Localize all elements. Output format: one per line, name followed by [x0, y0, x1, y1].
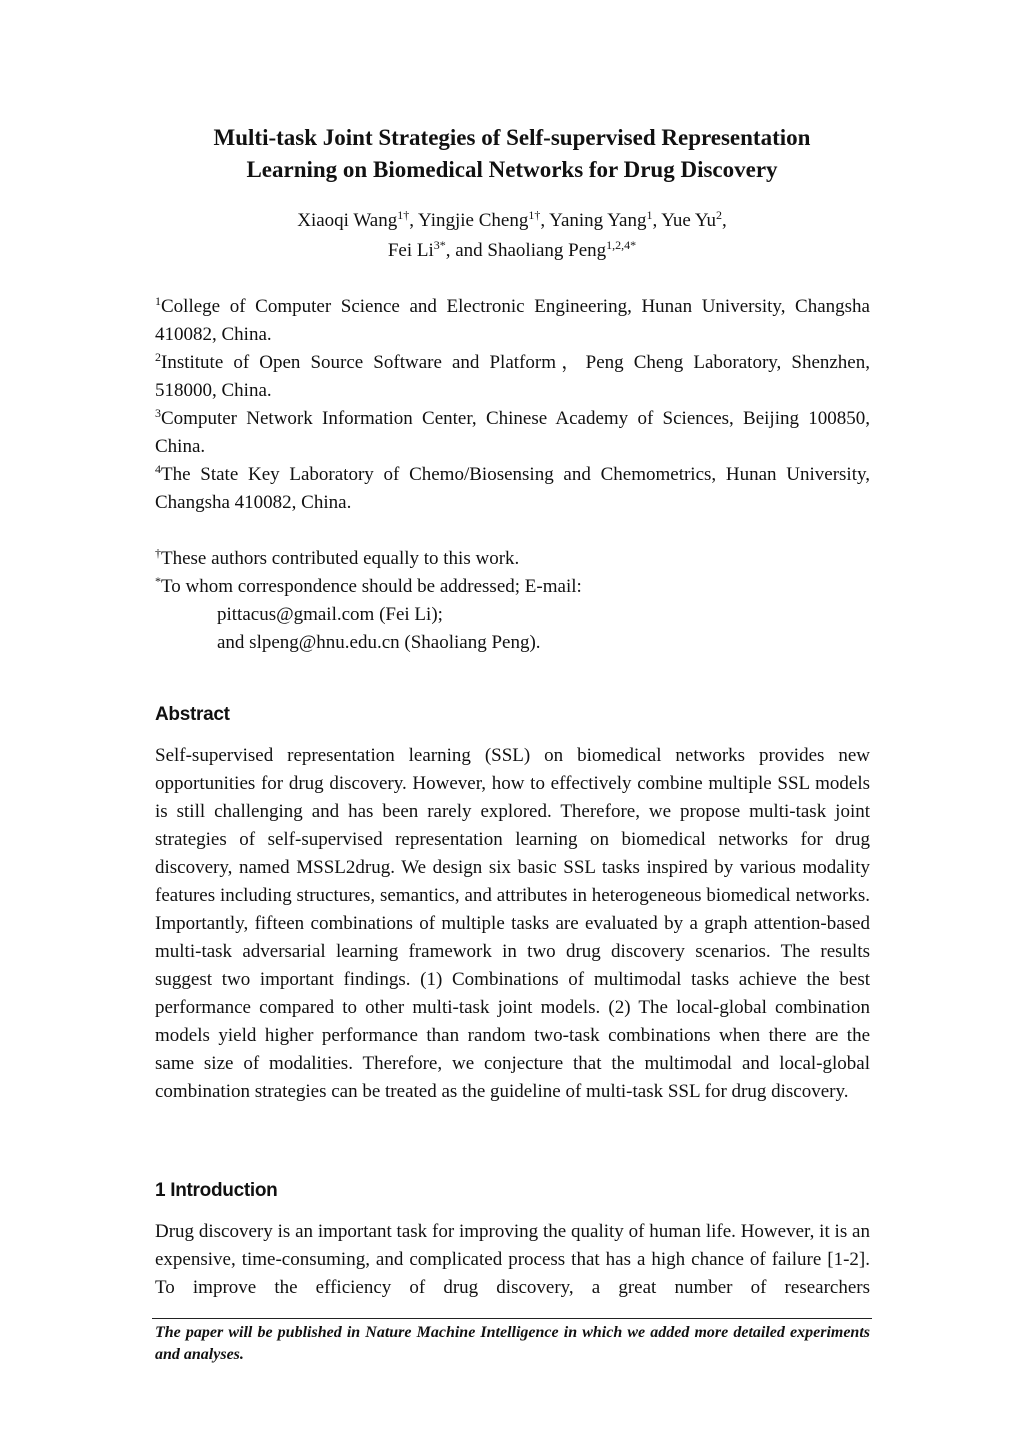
affiliation-marker: 3	[155, 406, 161, 420]
paper-title	[0, 122, 1024, 186]
abstract-text: Self-supervised representation learning (SSL) on biomedical networks provides new opportunities for drug discovery. However, how to effectively combine multiple SSL models is still challenging and has been rarely explored. Therefore, we propose multi-task joint strategies of self-supervised representation learning on biomedical networks for drug discovery, named MSSL2drug. We design six basic SSL tasks inspired by various modality features including structures, semantics, and attributes in heterogeneous biomedical networks. Importantly, fifteen combinations of multiple tasks are evaluated by a graph attention-based multi-task adversarial learning framework in two drug discovery scenarios. The results suggest two important findings. (1) Combinations of multimodal tasks achieve the best performance compared to other multi-task joint models. (2) The local-global combination models yield higher performance than random two-task combinations when there are the same size of modalities. Therefore, we conjecture that the multimodal and local-global combination strategies can be treated as the guideline of multi-task SSL for drug discovery.	[155, 745, 870, 1102]
asterisk-marker: *	[155, 574, 161, 588]
author-affiliation-marker: 3*	[433, 238, 446, 252]
correspondence-text: To whom correspondence should be addressed; E-mail:	[161, 576, 582, 597]
author-separator: ,	[409, 210, 419, 231]
affiliations	[155, 293, 870, 517]
affiliation-marker: 1	[155, 294, 161, 308]
footnote-divider	[152, 1318, 872, 1319]
abstract-heading: Abstract	[155, 704, 230, 725]
dagger-marker: †	[155, 546, 161, 560]
author-line-2	[0, 236, 1024, 266]
title-line-1: Multi-task Joint Strategies of Self-supervised Representation	[213, 125, 811, 150]
email-line-2: and slpeng@hnu.edu.cn (Shaoliang Peng).	[217, 632, 541, 653]
author-name: Yue Yu	[661, 210, 716, 231]
author-notes	[155, 545, 870, 657]
email-line-1: pittacus@gmail.com (Fei Li);	[217, 604, 443, 625]
author-affiliation-marker: 1†	[397, 208, 410, 222]
affiliation-text: College of Computer Science and Electronic Engineering, Hunan University, Changsha 410082, China.	[155, 296, 870, 345]
affiliation-text: Computer Network Information Center, Chinese Academy of Sciences, Beijing 100850, China.	[155, 408, 870, 457]
affiliation-item	[155, 405, 870, 461]
affiliation-marker: 2	[155, 350, 161, 364]
title-line-2: Learning on Biomedical Networks for Drug Discovery	[246, 157, 778, 182]
affiliation-item	[155, 349, 870, 405]
author-name: Yaning Yang	[549, 210, 647, 231]
abstract-body	[155, 742, 870, 1106]
author-name: Xiaoqi Wang	[297, 210, 398, 231]
author-separator: , and	[445, 240, 488, 261]
author-separator: ,	[721, 210, 727, 231]
affiliation-item	[155, 293, 870, 349]
author-separator: ,	[652, 210, 662, 231]
author-affiliation-marker: 2	[715, 208, 722, 222]
equal-contribution-note	[155, 545, 870, 573]
publication-footnote: The paper will be published in Nature Machine Intelligence in which we added more detailed experiments and analyses.	[155, 1324, 870, 1363]
author-name: Shaoliang Peng	[487, 240, 607, 261]
author-affiliation-marker: 1	[646, 208, 653, 222]
affiliation-item	[155, 461, 870, 517]
affiliation-text: Institute of Open Source Software and Platform，Peng Cheng Laboratory, Shenzhen, 518000, China.	[155, 352, 870, 401]
author-line-1	[0, 206, 1024, 236]
author-name: Fei Li	[387, 240, 434, 261]
author-list	[0, 206, 1024, 266]
affiliation-marker: 4	[155, 462, 161, 476]
author-affiliation-marker: 1†	[528, 208, 541, 222]
introduction-text: Drug discovery is an important task for improving the quality of human life. However, it is an expensive, time-consuming, and complicated process that has a high chance of failure [1-2]. To improve the efficiency of drug discovery, a great number of researchers	[155, 1221, 870, 1298]
author-separator: ,	[540, 210, 550, 231]
introduction-body	[155, 1218, 870, 1302]
introduction-heading: 1 Introduction	[155, 1180, 278, 1201]
correspondence-note	[155, 573, 870, 601]
author-affiliation-marker: 1,2,4*	[606, 238, 637, 252]
equal-contribution-text: These authors contributed equally to this work.	[161, 548, 520, 569]
affiliation-text: The State Key Laboratory of Chemo/Biosensing and Chemometrics, Hunan University, Changsha 410082, China.	[155, 464, 870, 513]
author-name: Yingjie Cheng	[418, 210, 529, 231]
